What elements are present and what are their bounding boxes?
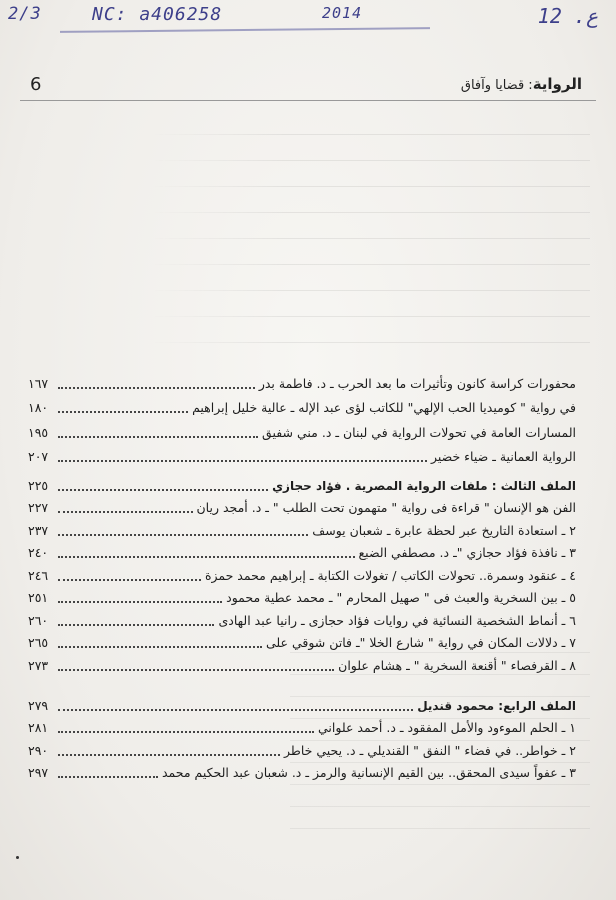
dot-leader: [58, 646, 262, 648]
toc-block-3: [28, 692, 576, 782]
dot-leader: [58, 489, 268, 491]
toc-entry: [28, 760, 576, 783]
dot-leader: [58, 436, 258, 438]
toc-entry: [28, 630, 576, 653]
dot-leader: [58, 534, 308, 536]
toc-entry-title: في رواية " كوميديا الحب الإلهي" للكاتب لؤى عبد الإله ـ عالية خليل إبراهيم: [192, 400, 576, 415]
toc-entry-page: ٢٠٧: [28, 449, 49, 464]
running-title-sub: قضايا وآفاق: [460, 78, 525, 93]
toc-entry: [28, 540, 576, 563]
toc-entry-page: ٢٣٧: [28, 522, 49, 538]
toc-entry-page: ٢٩٧: [28, 765, 49, 780]
toc-entry-title: ٤ ـ عنقود وسمرة.. تحولات الكاتب / تغولات الكتابة ـ إبراهيم محمد حمزة: [204, 567, 576, 583]
dot-leader: [58, 387, 255, 389]
toc-entry-title: ٢ ـ استعادة التاريخ عبر لحظة عابرة ـ شعبان يوسف: [312, 522, 576, 538]
toc-entry-page: ٢٥١: [28, 590, 49, 605]
toc-entry: [28, 607, 576, 630]
toc-block-2: [28, 472, 576, 675]
toc-entry: [28, 715, 576, 738]
running-header: [30, 72, 582, 96]
toc-entry-title: ٥ ـ بين السخرية والعبث فى " صهيل المحارم " ـ محمد عطية محمود: [226, 590, 576, 605]
toc-section-heading: [28, 692, 576, 715]
toc-entry-title: ٣ ـ عفواً سيدى المحقق.. بين القيم الإنسانية والرمز ـ د. شعبان عبد الحكيم محمد: [161, 765, 576, 780]
toc-entry: [28, 442, 576, 467]
toc-entry-page: ٢٦٥: [28, 635, 49, 650]
toc-entry-page: ١٦٧: [28, 375, 49, 391]
toc-entry-title: ٨ ـ القرفصاء " أقنعة السخرية " ـ هشام علوان: [338, 657, 576, 673]
toc-entry-title: الفن هو الإنسان " قراءة فى رواية " متهمون تحت الطلب " ـ د. أمجد ريان: [196, 500, 576, 515]
running-title: الرواية: قضايا وآفاق: [460, 75, 582, 93]
dot-leader: [58, 709, 413, 711]
toc-entry-page: ٢٢٥: [28, 477, 49, 493]
toc-entry-title: ١ ـ الحلم الموءود والأمل المفقود ـ د. أحمد علواني: [318, 720, 576, 735]
header-rule: [20, 100, 596, 101]
toc-entry-page: ٢٩٠: [28, 742, 49, 758]
toc-entry-page: ١٩٥: [28, 424, 49, 440]
toc-entry-page: ٢٤٦: [28, 567, 49, 583]
dot-leader: [58, 460, 427, 462]
toc-entry-title: الرواية العمانية ـ ضياء خضير: [430, 449, 576, 464]
dot-leader: [58, 731, 314, 733]
toc-entry-page: ٢٧٣: [28, 657, 49, 673]
handwritten-code: ع. 12: [537, 4, 598, 28]
toc-entry-title: ٦ ـ أنماط الشخصية النسائية في روايات فؤاد حجازى ـ رانيا عبد الهادى: [218, 612, 576, 628]
toc-entry: [28, 562, 576, 585]
page-number: 6: [30, 73, 42, 95]
toc-entry: [28, 737, 576, 760]
toc-entry-title: الملف الرابع: محمود قنديل: [417, 698, 576, 713]
toc-section-heading: [28, 472, 576, 495]
handwritten-year: 2014: [322, 4, 363, 22]
bleed-through-text: [150, 120, 590, 350]
running-title-main: الرواية: [532, 75, 582, 93]
toc-entry-title: الملف الثالث : ملفات الرواية المصرية . فؤاد حجازي: [272, 478, 576, 493]
toc-entry-page: ٢٦٠: [28, 612, 49, 628]
toc-entry-title: ٧ ـ دلالات المكان في رواية " شارع الخلا "ـ فاتن شوقي على: [265, 635, 576, 650]
toc-entry: [28, 393, 576, 418]
toc-entry: [28, 368, 576, 393]
dot-leader: [58, 511, 193, 513]
dot-leader: [58, 411, 188, 413]
dot-leader: [58, 776, 158, 778]
dot-leader: [58, 601, 222, 603]
toc-entry: [28, 585, 576, 608]
toc-entry: [28, 495, 576, 518]
toc-entry-page: ١٨٠: [28, 400, 49, 415]
dot-leader: [58, 556, 355, 558]
ink-speck: [16, 856, 19, 859]
toc-entry-page: ٢٢٧: [28, 500, 49, 515]
toc-entry: [28, 652, 576, 675]
dot-leader: [58, 754, 280, 756]
toc-entry-title: المسارات العامة في تحولات الرواية في لبنان ـ د. مني شفيق: [262, 424, 576, 440]
toc-entry: [28, 417, 576, 442]
dot-leader: [58, 624, 214, 626]
toc-block-1: [28, 368, 576, 466]
toc-entry-title: ٣ ـ نافذة فؤاد حجازي "ـ د. مصطفي الضبع: [358, 545, 576, 560]
handwritten-call-number: NC: a406258: [92, 4, 223, 25]
toc-entry-title: محفورات كراسة كانون وتأثيرات ما بعد الحرب ـ د. فاطمة بدر: [258, 375, 576, 391]
dot-leader: [58, 669, 334, 671]
toc-entry-page: ٢٤٠: [28, 545, 49, 560]
toc-entry-page: ٢٧٩: [28, 697, 49, 713]
toc-entry: [28, 517, 576, 540]
handwritten-fraction: 2/3: [8, 4, 42, 24]
toc-entry-page: ٢٨١: [28, 720, 49, 735]
toc-entry-title: ٢ ـ خواطر.. في فضاء " النفق " القنديلي ـ د. يحيي خاطر: [283, 742, 576, 758]
dot-leader: [58, 579, 201, 581]
